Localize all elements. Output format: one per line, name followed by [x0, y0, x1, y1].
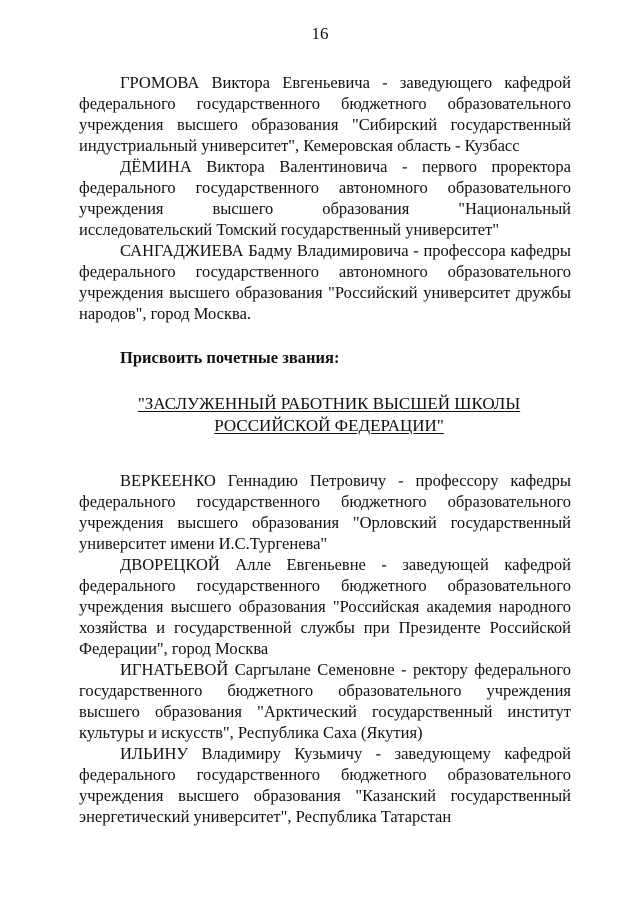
- document-body: [79, 72, 571, 827]
- honorary-title-line-2: РОССИЙСКОЙ ФЕДЕРАЦИИ": [214, 416, 444, 435]
- entry-gromova: ГРОМОВА Виктора Евгеньевича - заведующего кафедрой федерального государственного бюджетного образовательного учреждения высшего образования "Сибирский государственный индустриальный университет", Кемеровская область - Кузбасс: [79, 73, 571, 155]
- entry-verkeenko: ВЕРКЕЕНКО Геннадию Петровичу - профессору кафедры федерального государственного бюджетного образовательного учреждения высшего образования "Орловский государственный университет имени И.С.Тургенева": [79, 471, 571, 553]
- section-heading: Присвоить почетные звания:: [120, 348, 340, 367]
- entry-sangadzhiev: САНГАДЖИЕВА Бадму Владимировича - профессора кафедры федерального государственного автономного образовательного учреждения высшего образования "Российский университет дружбы народов", город Москва.: [79, 241, 571, 323]
- entry-dvoretskaya: ДВОРЕЦКОЙ Алле Евгеньевне - заведующей кафедрой федерального государственного бюджетного образовательного учреждения высшего образования "Российская академия народного хозяйства и государственной службы при Президенте Российской Федерации", город Москва: [79, 555, 571, 658]
- entry-ignatieva: ИГНАТЬЕВОЙ Саргылане Семеновне - ректору федерального государственного бюджетного образовательного учреждения высшего образования "Арктический государственный институт культуры и искусств", Республика Саха (Якутия): [79, 660, 571, 742]
- honorary-title-line-1: "ЗАСЛУЖЕННЫЙ РАБОТНИК ВЫСШЕЙ ШКОЛЫ: [137, 394, 521, 413]
- entry-ilyin: ИЛЬИНУ Владимиру Кузьмичу - заведующему кафедрой федерального государственного бюджетного образовательного учреждения высшего образования "Казанский государственный энергетический университет", Республика Татарстан: [79, 744, 571, 826]
- honorary-title: [79, 393, 571, 437]
- page-number: 16: [311, 24, 329, 43]
- entry-demin: ДЁМИНА Виктора Валентиновича - первого проректора федерального государственного автономного образовательного учреждения высшего образования "Национальный исследовательский Томский государственный университет": [79, 157, 571, 239]
